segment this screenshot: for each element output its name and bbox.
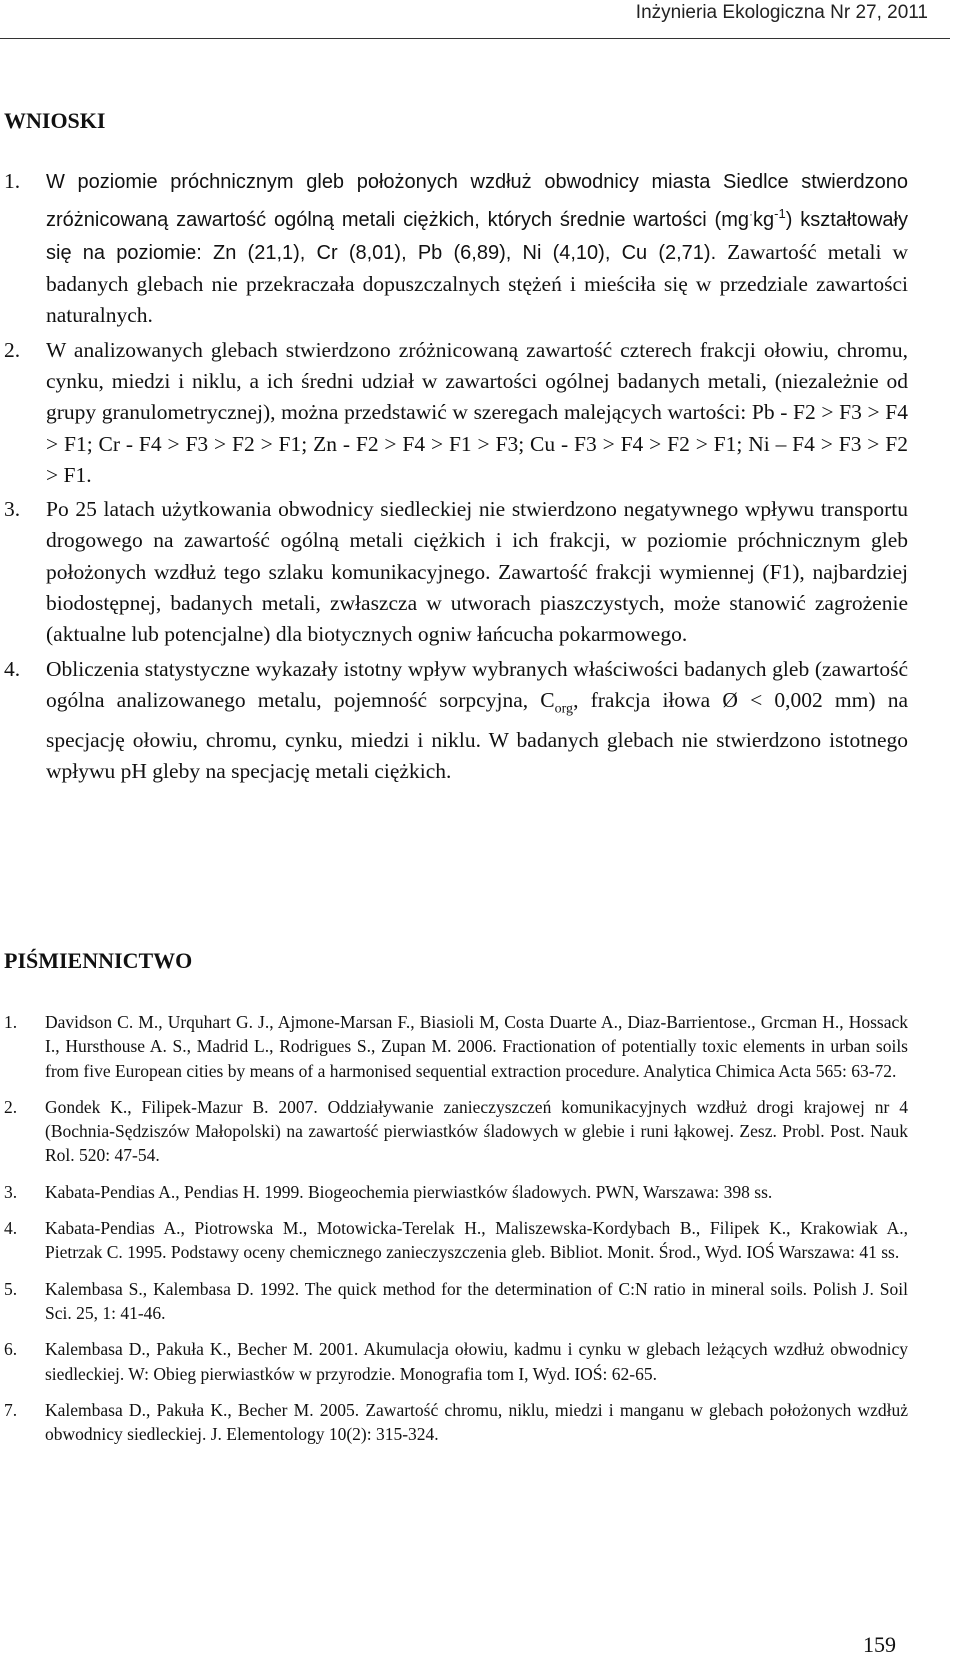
reference-number: 4.	[4, 1218, 18, 1239]
conclusion-text-segment: kg	[753, 209, 775, 232]
reference-text: Kalembasa S., Kalembasa D. 1992. The quick method for the determination of C:N ratio in mineral soils. Polish J. Soil Sci. 25, 1: 41-46.	[45, 1278, 908, 1323]
references-list	[4, 1010, 908, 1458]
reference-number: 2.	[4, 1096, 18, 1117]
reference-text: Kalembasa D., Pakuła K., Becher M. 2001. Akumulacja ołowiu, kadmu i cynku w glebach leżących wzdłuż obwodnicy siedleckiej. W: Obieg pierwiastków w przyrodzie. Monografia tom I, Wyd. IOŚ: 62-65.	[45, 1339, 908, 1384]
conclusion-text-segment: Obliczenia statystyczne wykazały istotny wpływ wybranych właściwości badanych gleb (zawartość ogólna analizowanego metalu, pojemność sorpcyjna, C	[46, 656, 908, 712]
reference-item	[4, 1277, 908, 1326]
conclusion-text	[46, 166, 908, 332]
page-number: 159	[863, 1632, 896, 1657]
journal-header: Inżynieria Ekologiczna Nr 27, 2011	[635, 2, 928, 23]
subscript-org: org	[554, 701, 574, 717]
conclusion-text: W analizowanych glebach stwierdzono zróżnicowaną zawartość czterech frakcji ołowiu, chromu, cynku, miedzi i niklu, a ich średni udział w zawartości ogólnej badanych metali, (niezależnie od grupy granulometrycznej), można przedstawić w szeregach malejących wartości: Pb - F2 > F3 > F4 > F1; Cr - F4 > F3 > F2 > F1; Zn - F2 > F4 > F1 > F3; Cu - F3 > F4 > F2 > F1; Ni – F4 > F3 > F2 > F1.	[46, 337, 908, 487]
unit-exponent: -1	[774, 206, 786, 222]
reference-number: 1.	[4, 1012, 18, 1032]
reference-item	[4, 1095, 908, 1168]
conclusion-text-segment: W poziomie próchnicznym gleb położonych wzdłuż obwodnicy miasta Siedlce stwierdzono zróżnicowaną zawartość ogólną metali ciężkich, których średnie wartości (mg	[46, 171, 908, 232]
reference-item	[4, 1337, 908, 1386]
reference-text: Kabata-Pendias A., Piotrowska M., Motowicka-Terelak H., Maliszewska-Kordybach B., Filipek K., Krakowiak A., Pietrzak C. 1995. Podstawy oceny chemicznego zanieczyszczenia gleb. Bibliot. Monit. Środ., Wyd. IOŚ Warszawa: 41 ss.	[45, 1218, 908, 1263]
reference-number: 7.	[4, 1399, 18, 1420]
conclusions-list	[4, 166, 908, 790]
reference-text: Davidson C. M., Urquhart G. J., Ajmone-Marsan F., Biasioli M, Costa Duarte A., Diaz-Barrientose., Grcman H., Hossack I., Hursthouse A. S., Madrid L., Rodrigues S., Zupan M. 2006. Fractionation of potentially toxic elements in urban soils from five European cities by means of a harmonised sequential extraction procedure. Analytica Chimica Acta 565: 63-72.	[45, 1012, 908, 1081]
conclusion-text-segment: , frakcja iłowa Ø < 0,002 mm) na specjację ołowiu, chromu, cynku, miedzi i niklu. W badanych glebach nie stwierdzono istotnego wpływu pH gleby na specjację metali ciężkich.	[46, 687, 908, 783]
conclusion-text-segment: ·	[749, 207, 753, 222]
conclusion-number: 1.	[4, 169, 21, 193]
conclusion-item	[4, 335, 908, 491]
reference-number: 6.	[4, 1339, 18, 1360]
conclusion-number: 3.	[4, 497, 21, 522]
conclusion-item	[4, 166, 908, 332]
conclusion-item	[4, 494, 908, 650]
reference-text: Kabata-Pendias A., Pendias H. 1999. Biogeochemia pierwiastków śladowych. PWN, Warszawa: 398 ss.	[45, 1181, 773, 1202]
conclusion-text	[46, 654, 908, 787]
conclusions-title: WNIOSKI	[4, 108, 106, 133]
conclusion-text: Po 25 latach użytkowania obwodnicy siedleckiej nie stwierdzono negatywnego wpływu transportu drogowego na zawartość ogólną metali ciężkich i ich frakcji, w poziomie próchnicznym gleb położonych wzdłuż tego szlaku komunikacyjnego. Zawartość frakcji wymiennej (F1), najbardziej biodostępnej, badanych metali, zwłaszcza w utworach piaszczystych, może stanowić zagrożenie (aktualne lub potencjalne) dla biotycznych ogniw łańcucha pokarmowego.	[46, 497, 908, 647]
conclusion-number: 4.	[4, 656, 21, 681]
reference-number: 5.	[4, 1278, 18, 1299]
reference-number: 3.	[4, 1181, 18, 1202]
conclusion-text-segment: ) kształtowały się na poziomie: Zn (21,1), Cr (8,01), Pb (6,89), Ni (4,10), Cu (2,71).	[46, 209, 909, 264]
reference-item	[4, 1180, 908, 1204]
conclusion-item	[4, 654, 908, 787]
reference-text: Kalembasa D., Pakuła K., Becher M. 2005. Zawartość chromu, niklu, miedzi i manganu w glebach położonych wzdłuż obwodnicy siedleckiej. J. Elementology 10(2): 315-324.	[45, 1399, 908, 1445]
reference-item	[4, 1216, 908, 1265]
conclusion-text-segment: Zawartość metali w badanych glebach nie przekraczała dopuszczalnych stężeń i mieściła się w przedziale zawartości naturalnych.	[46, 239, 908, 328]
conclusion-number: 2.	[4, 337, 21, 362]
references-title: PIŚMIENNICTWO	[4, 948, 193, 973]
reference-text: Gondek K., Filipek-Mazur B. 2007. Oddziaływanie zanieczyszczeń komunikacyjnych wzdłuż drogi krajowej nr 4 (Bochnia-Sędziszów Małopolski) na zawartość pierwiastków śladowych w glebie i runi łąkowej. Zesz. Probl. Post. Nauk Rol. 520: 47-54.	[45, 1096, 908, 1166]
reference-item	[4, 1010, 908, 1083]
reference-item	[4, 1398, 908, 1447]
header-rule	[0, 38, 950, 39]
